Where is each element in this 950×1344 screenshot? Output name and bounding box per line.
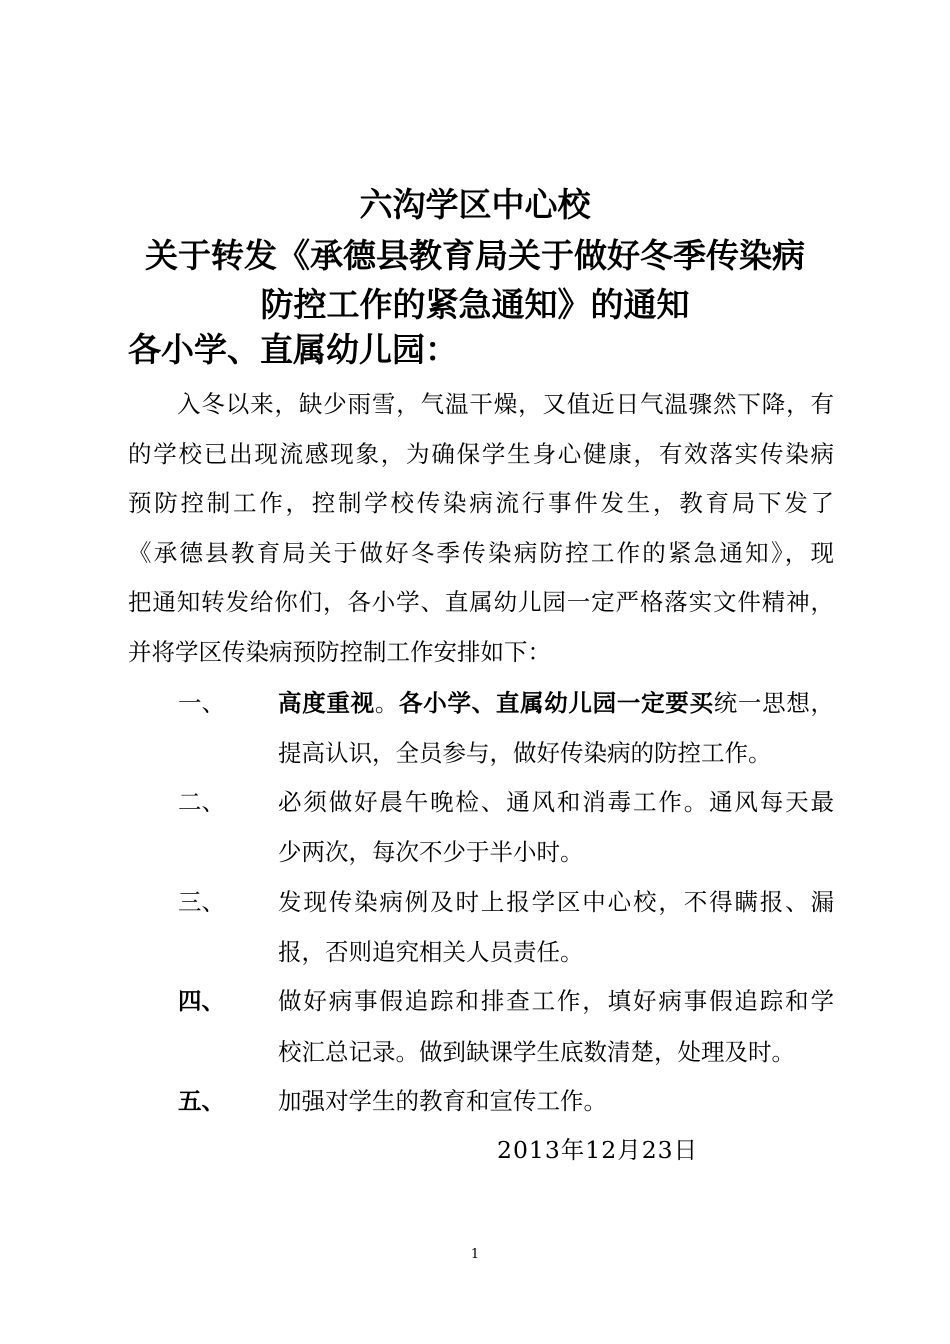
salutation: 各小学、直属幼儿园：	[128, 330, 458, 369]
intro-line-2: 的学校已出现流感现象，为确保学生身心健康，有效落实传染病	[128, 440, 834, 468]
title-line-1: 六沟学区中心校	[359, 185, 591, 224]
item-5-number: 五、	[178, 1087, 225, 1115]
item-3-line-2: 报，否则追究相关人员责任。	[278, 938, 584, 966]
item-1-number: 一、	[178, 689, 225, 717]
intro-line-3: 预防控制工作，控制学校传染病流行事件发生，教育局下发了	[128, 489, 834, 517]
item-1-line-1-rest: 统一思想，	[713, 689, 835, 717]
intro-line-6: 并将学区传染病预防控制工作安排如下：	[128, 638, 551, 666]
item-2-line-2: 少两次，每次不少于半小时。	[278, 838, 584, 866]
intro-line-4: 《承德县教育局关于做好冬季传染病防控工作的紧急通知》，现	[128, 539, 834, 567]
item-1-lead-punct: 。	[374, 689, 400, 717]
item-4-line-1: 做好病事假追踪和排查工作，填好病事假追踪和学	[278, 987, 834, 1015]
item-3-line-1: 发现传染病例及时上报学区中心校，不得瞒报、漏	[278, 888, 834, 916]
item-2-line-1: 必须做好晨午晚检、通风和消毒工作。通风每天最	[278, 788, 834, 816]
intro-line-5: 把通知转发给你们，各小学、直属幼儿园一定严格落实文件精神，	[128, 588, 834, 616]
title-line-3: 防控工作的紧急通知》的通知	[260, 285, 690, 324]
item-1-line-2: 提高认识，全员参与，做好传染病的防控工作。	[278, 739, 772, 767]
page-number: 1	[470, 1247, 480, 1262]
item-5-line-1: 加强对学生的教育和宣传工作。	[278, 1087, 607, 1115]
item-1-bold-mid: 各小学、直属幼儿园一定要买	[399, 689, 714, 717]
document-date: 2013年12月23日	[497, 1136, 699, 1164]
intro-line-1: 入冬以来，缺少雨雪，气温干燥，又值近日气温骤然下降，有	[177, 390, 834, 418]
item-4-line-2: 校汇总记录。做到缺课学生底数清楚，处理及时。	[278, 1038, 795, 1066]
item-1-bold-lead: 高度重视	[278, 689, 375, 717]
title-line-2: 关于转发《承德县教育局关于做好冬季传染病	[145, 236, 805, 275]
item-4-number: 四、	[178, 987, 225, 1015]
item-3-number: 三、	[178, 888, 225, 916]
item-2-number: 二、	[178, 788, 225, 816]
item-1-line-1	[278, 687, 834, 719]
